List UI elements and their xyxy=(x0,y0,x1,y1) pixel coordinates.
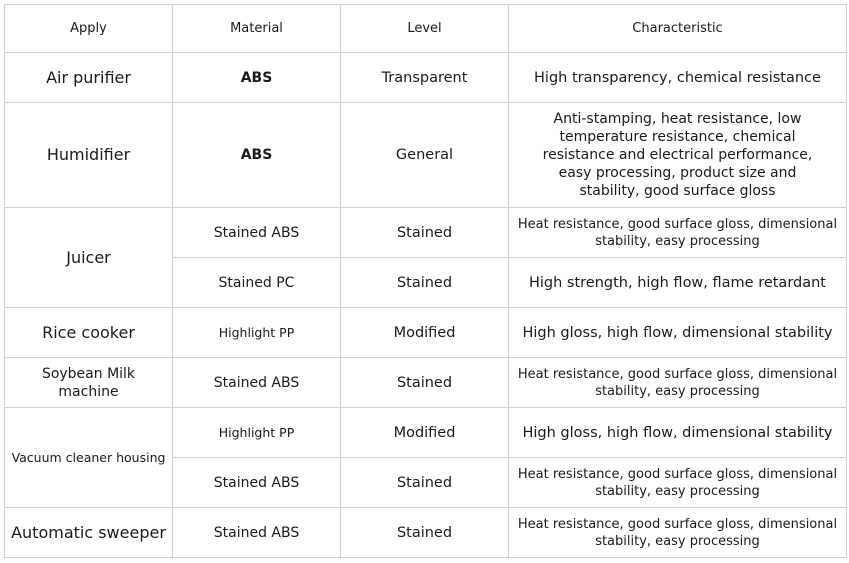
level-cell: Stained xyxy=(341,358,509,408)
level-cell: Stained xyxy=(341,258,509,308)
material-cell: Stained ABS xyxy=(173,508,341,558)
header-material: Material xyxy=(173,5,341,53)
header-level: Level xyxy=(341,5,509,53)
material-cell: Highlight PP xyxy=(173,308,341,358)
characteristic-cell: Heat resistance, good surface gloss, dimensional stability, easy processing xyxy=(509,358,847,408)
apply-cell: Rice cooker xyxy=(5,308,173,358)
apply-cell: Soybean Milk machine xyxy=(5,358,173,408)
table-row xyxy=(5,103,847,208)
material-cell: Stained ABS xyxy=(173,458,341,508)
apply-cell: Juicer xyxy=(5,208,173,308)
characteristic-cell: Heat resistance, good surface gloss, dimensional stability, easy processing xyxy=(509,208,847,258)
material-cell: Stained PC xyxy=(173,258,341,308)
table-row xyxy=(5,508,847,558)
level-cell: Stained xyxy=(341,508,509,558)
table-row xyxy=(5,358,847,408)
apply-cell: Air purifier xyxy=(5,53,173,103)
level-cell: General xyxy=(341,103,509,208)
characteristic-cell: Anti-stamping, heat resistance, low temperature resistance, chemical resistance and electrical performance, easy processing, product size and stability, good surface gloss xyxy=(509,103,847,208)
characteristic-cell: High transparency, chemical resistance xyxy=(509,53,847,103)
header-apply: Apply xyxy=(5,5,173,53)
table-row xyxy=(5,208,847,258)
materials-table xyxy=(4,4,847,558)
table-row xyxy=(5,308,847,358)
level-cell: Transparent xyxy=(341,53,509,103)
apply-cell: Humidifier xyxy=(5,103,173,208)
characteristic-cell: High strength, high flow, flame retardant xyxy=(509,258,847,308)
header-characteristic: Characteristic xyxy=(509,5,847,53)
level-cell: Stained xyxy=(341,208,509,258)
material-cell: Stained ABS xyxy=(173,208,341,258)
apply-cell: Vacuum cleaner housing xyxy=(5,408,173,508)
material-cell: Stained ABS xyxy=(173,358,341,408)
header-row xyxy=(5,5,847,53)
material-cell: ABS xyxy=(173,103,341,208)
characteristic-cell: Heat resistance, good surface gloss, dimensional stability, easy processing xyxy=(509,458,847,508)
level-cell: Stained xyxy=(341,458,509,508)
level-cell: Modified xyxy=(341,408,509,458)
material-cell: Highlight PP xyxy=(173,408,341,458)
level-cell: Modified xyxy=(341,308,509,358)
characteristic-cell: High gloss, high flow, dimensional stability xyxy=(509,308,847,358)
apply-cell: Automatic sweeper xyxy=(5,508,173,558)
table-row xyxy=(5,408,847,458)
characteristic-cell: High gloss, high flow, dimensional stability xyxy=(509,408,847,458)
table-row xyxy=(5,53,847,103)
material-cell: ABS xyxy=(173,53,341,103)
characteristic-cell: Heat resistance, good surface gloss, dimensional stability, easy processing xyxy=(509,508,847,558)
